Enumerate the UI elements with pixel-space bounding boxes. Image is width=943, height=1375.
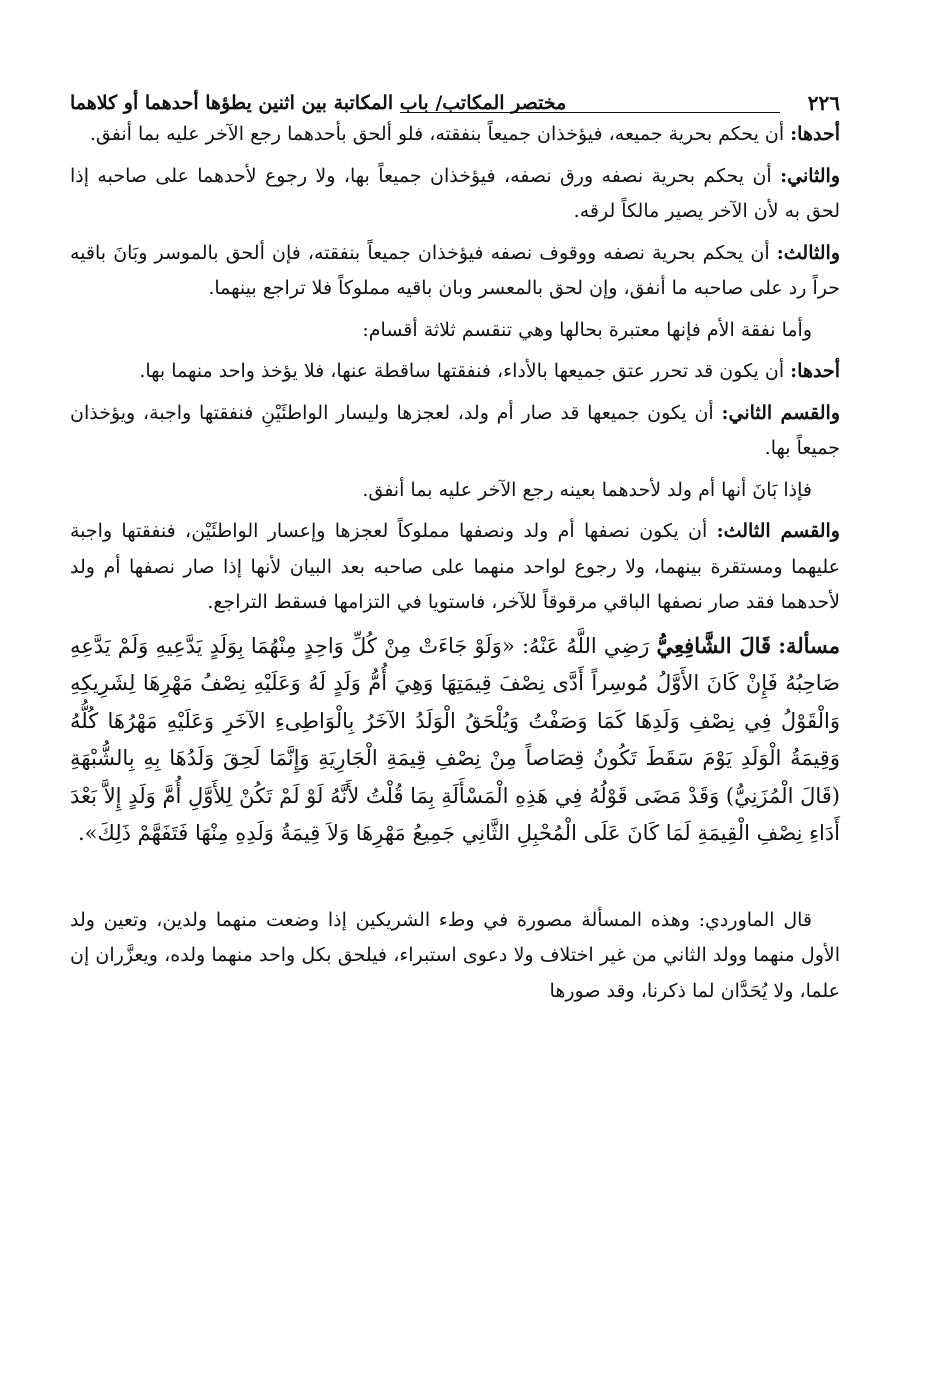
paragraph-text: أن يحكم بحرية جميعه، فيؤخذان جميعاً بنفقته، فلو ألحق بأحدهما رجع الآخر عليه بما أنفق. [89, 123, 791, 145]
masala-quote: «وَلَوْ جَاءَتْ مِنْ كُلِّ وَاحِدٍ مِنْهُمَا بِوَلَدٍ يَدَّعِيهِ وَلَمْ يَدَّعِهِ صَاحِبُهُ فَإِنْ كَانَ الأَوَّلُ مُوسِراً أَدَّى نِصْفَ قِيمَتِهَا وَهِيَ أُمُّ وَلَدٍ لَهُ وَعَلَيْهِ نِصْفُ مَهْرِهَا لِشَرِيكِهِ وَالْقَوْلُ فِي نِصْفِ وَلَدِهَا كَمَا وَصَفْتُ وَيُلْحَقُ الْوَلَدُ الآخَرُ بِالْوَاطِىءِ الآخَرِ وَعَلَيْهِ مَهْرُهَا كُلُّهُ وَقِيمَةُ الْوَلَدِ يَوْمَ سَقَطَ تَكُونُ قِصَاصاً مِنْ نِصْفِ قِيمَةِ الْجَارِيَةِ وَإِنَّمَا لَحِقَ وَلَدُهَا بِهِ بِالشُّبْهَةِ (قَالَ الْمُزَنِيُّ) وَقَدْ مَضَى قَوْلُهُ فِي هَذِهِ الْمَسْأَلَةِ بِمَا قُلْتُ لأَنَّهُ لَوْ لَمْ تَكُنْ لِلأَوَّلِ أُمَّ وَلَدٍ إِلاَّ بَعْدَ أَدَاءِ نِصْفِ الْقِيمَةِ لَمَا كَانَ عَلَى الْمُحْبِلِ الثَّانِي جَمِيعُ مَهْرِهَا وَلاَ قِيمَةُ وَلَدِهِ مِنْهَا فَتَفَهَّمْ ذَلِكَ». [70, 633, 840, 845]
paragraph [70, 159, 840, 230]
section-term: والثالث: [776, 241, 840, 264]
paragraph-text: أن يكون جميعها قد صار أم ولد، لعجزها وليسار الواطئَيْنِ فنفقتها واجبة، ويؤخذان جميعاً بها. [70, 401, 840, 459]
paragraph [70, 473, 840, 509]
paragraph [70, 514, 840, 621]
commentary-text: قال الماوردي: وهذه المسألة مصورة في وطء الشريكين إذا وضعت منهما ولدين، وتعين ولد الأول منهما وولد الثاني من غير اختلاف ولا دعوى استبراء، فيلحق بكل واحد منهما ولده، ويعزَّران إن علما، ولا يُحَدَّان لما ذكرنا، وقد صورها [70, 908, 840, 1002]
paragraph [70, 313, 840, 349]
paragraph-text: أن يحكم بحرية نصفه ووقوف نصفه فيؤخذان جميعاً بنفقته، فإن ألحق بالموسر وبَانَ باقيه حراً رد على صاحبه ما أنفق، وإن لحق بالمعسر وبان باقيه مملوكاً فلا تراجع بينهما. [70, 241, 840, 299]
paragraph [70, 354, 840, 390]
paragraph-text: أن يكون قد تحرر عتق جميعها بالأداء، فنفقتها ساقطة عنها، فلا يؤخذ واحد منهما بها. [139, 360, 791, 382]
paragraph [70, 117, 840, 153]
masala-speaker: قَالَ الشَّافِعِيُّ [656, 632, 772, 658]
masala-paragraph [70, 627, 840, 853]
section-term: أحدها: [790, 360, 840, 382]
section-term: والثاني: [780, 164, 840, 187]
masala-label: مسألة: [778, 632, 840, 658]
masala-honorific: رَضِي اللَّهُ عَنْهُ: [514, 633, 657, 658]
main-text [70, 117, 840, 853]
paragraph [70, 396, 840, 467]
paragraph-text: فإذا بَانَ أنها أم ولد لأحدهما بعينه رجع الآخر عليه بما أنفق. [362, 478, 812, 501]
paragraph-text: أن يكون نصفها أم ولد ونصفها مملوكاً لعجزها وإعسار الواطئَيْن، فنفقتها واجبة عليهما ومستقرة بينهما، ولا رجوع لواحد منهما على صاحبه بعد البيان لأنها إذا صار نصفها أم ولد لأحدهما فقد صار نصفها الباقي مرقوقاً للآخر، فاستويا في التزامها فسقط التراجع. [70, 520, 840, 613]
section-term: أحدها: [790, 123, 840, 145]
section-term: والقسم الثالث: [716, 520, 840, 542]
section-term: والقسم الثاني: [721, 401, 840, 424]
commentary-paragraph [70, 903, 840, 1010]
paragraph-text: أن يحكم بحرية نصفه ورق نصفه، فيؤخذان جميعاً بها، ولا رجوع لأحدهما على صاحبه إذا لحق به لأن الآخر يصير مالكاً لرقه. [70, 164, 840, 222]
commentary [70, 903, 840, 1010]
paragraph [70, 236, 840, 307]
page-number: ٢٢٦ [807, 91, 840, 115]
running-title: مختصر المكاتب/ باب المكاتبة بين اثنين يطؤها أحدهما أو كلاهما [70, 92, 567, 114]
book-page [70, 90, 840, 1015]
paragraph-text: وأما نفقة الأم فإنها معتبرة بحالها وهي تنقسم ثلاثة أقسام: [362, 318, 812, 341]
